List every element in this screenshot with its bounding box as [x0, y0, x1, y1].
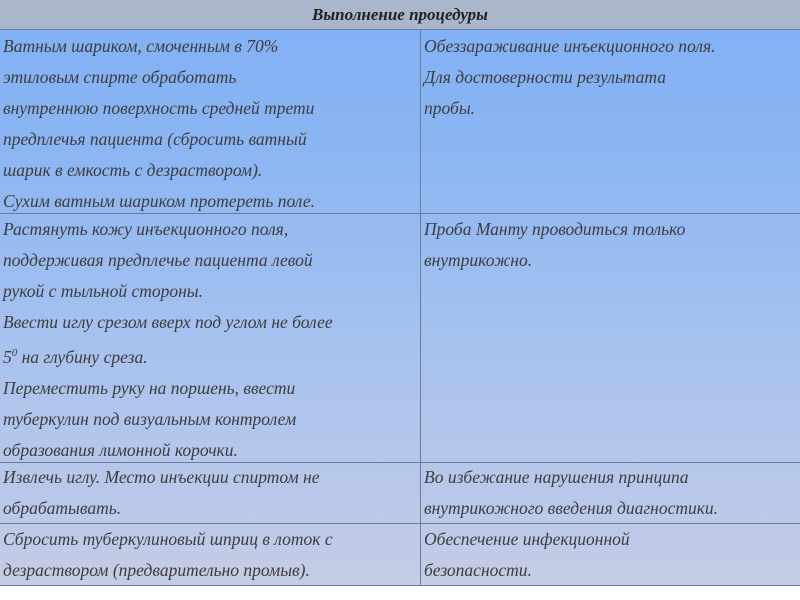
cell-line: шарик в емкость с дезраствором). [3, 160, 263, 180]
cell-line [3, 338, 423, 373]
cell-line: предплечья пациента (сбросить ватный [3, 129, 307, 149]
cell-line: Сухим ватным шариком протереть поле. [3, 191, 316, 211]
depth-text: на глубину среза. [21, 346, 148, 367]
cell-line: Обеззараживание инъекционного поля. [424, 36, 716, 56]
cell-line: Для достоверности результата [424, 67, 666, 87]
table-header-row [0, 0, 800, 30]
cell-line: дезраствором (предварительно промыв). [3, 560, 310, 580]
table-cell-rationale [424, 31, 798, 124]
table-cell-rationale [424, 462, 798, 524]
cell-line: этиловым спирте обработать [3, 67, 237, 87]
cell-line: Сбросить туберкулиновый шприц в лоток с [3, 529, 333, 549]
cell-line: туберкулин под визуальным контролем [3, 408, 297, 429]
table-cell-action [3, 31, 423, 217]
cell-line: рукой с тыльной стороны. [3, 281, 204, 301]
degree-mark: 0 [11, 347, 18, 359]
cell-line: Во избежание нарушения принципа [424, 467, 689, 487]
cell-line: Проба Манту проводиться только [424, 219, 686, 239]
cell-line: Переместить руку на поршень, ввести [3, 377, 296, 398]
cell-line: внутрикожного введения диагностики. [424, 498, 719, 518]
cell-line: внутреннюю поверхность средней трети [3, 98, 315, 118]
table-cell-rationale [424, 214, 798, 276]
cell-line: Ввести иглу срезом вверх под углом не более [3, 312, 333, 332]
cell-line: Растянуть кожу инъекционного поля, [3, 219, 289, 239]
table-cell-action [3, 214, 423, 466]
cell-line: обрабатывать. [3, 498, 122, 518]
cell-line: образования лимонной корочки. [3, 439, 238, 460]
cell-line: пробы. [424, 98, 476, 118]
cell-line: Ватным шариком, смоченным в 70% [3, 36, 279, 56]
cell-line: безопасности. [424, 560, 532, 580]
table-cell-rationale [424, 524, 798, 586]
angle-value: 5 [3, 346, 12, 367]
cell-line: Извлечь иглу. Место инъекции спиртом не [3, 467, 320, 487]
cell-line: поддерживая предплечье пациента левой [3, 250, 313, 270]
table-header: Выполнение процедуры [312, 5, 488, 24]
cell-line: внутрикожно. [424, 250, 533, 270]
table-cell-action [3, 524, 423, 586]
cell-line: Обеспечение инфекционной [424, 529, 630, 549]
table-cell-action [3, 462, 423, 524]
bottom-strip [0, 585, 800, 600]
